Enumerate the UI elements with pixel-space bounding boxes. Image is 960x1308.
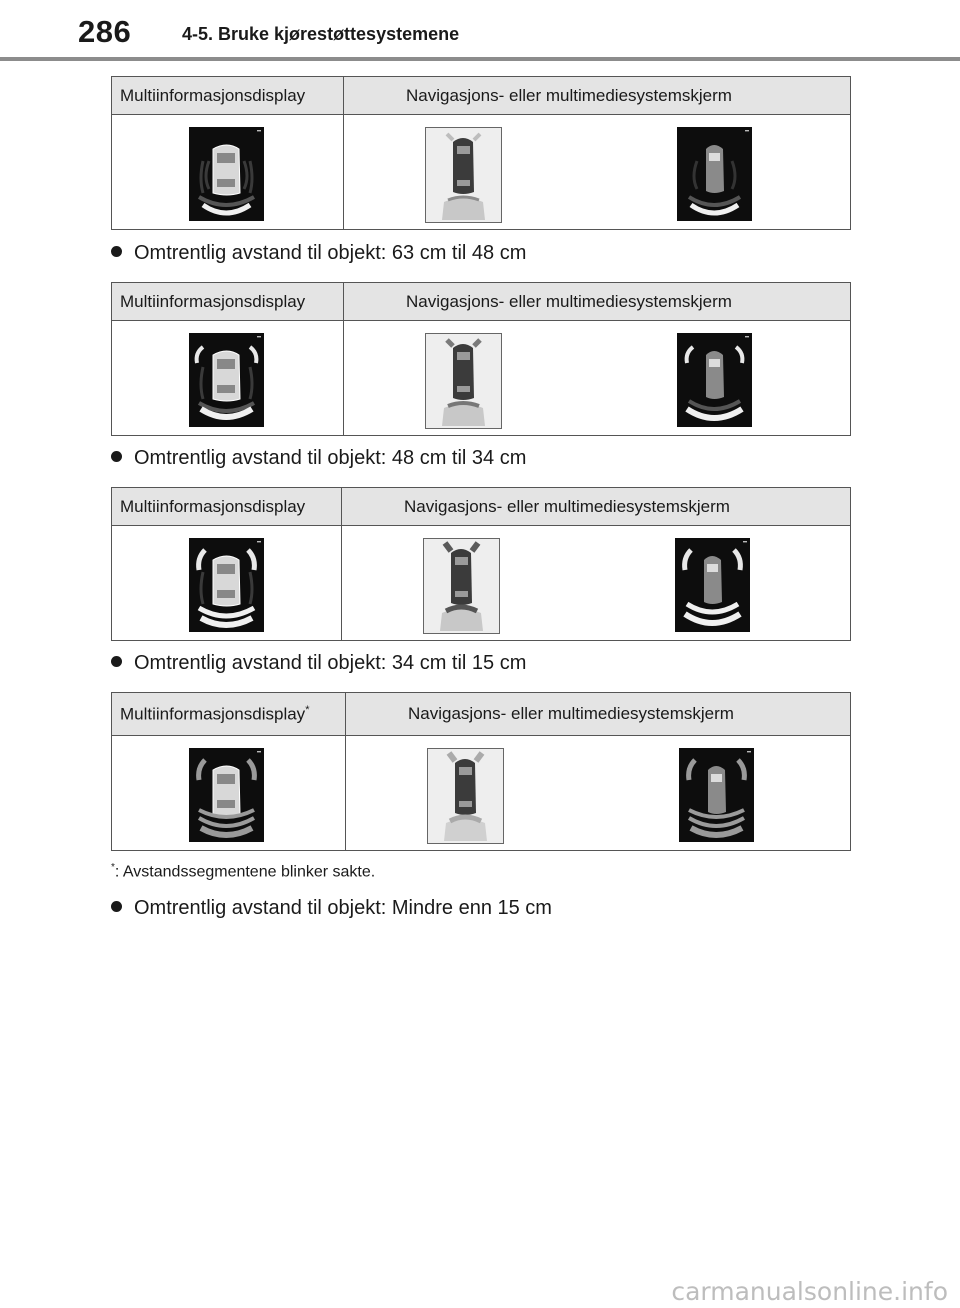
footnote-text: : Avstandssegmentene blinker sakte. — [114, 863, 376, 881]
column-header-multi: Multiinformasjonsdisplay — [112, 488, 342, 526]
distance-bullet-3 — [111, 652, 526, 675]
column-header-multi-label: Multiinformasjonsdisplay — [120, 704, 306, 724]
header-divider — [0, 57, 960, 61]
column-header-nav: Navigasjons- eller multimediesystemskjerm — [346, 693, 851, 736]
distance-bullet-4 — [111, 897, 552, 920]
nav-display-image — [423, 538, 500, 634]
multi-display-image — [189, 333, 264, 427]
nav-display-cell — [346, 736, 851, 851]
bullet-text: Omtrentlig avstand til objekt: 34 cm til 15 cm — [134, 652, 527, 674]
watermark: carmanualsonline.info — [671, 1277, 948, 1306]
nav-display-cell — [344, 321, 851, 436]
column-header-nav: Navigasjons- eller multimediesystemskjerm — [344, 77, 851, 115]
bullet-icon — [111, 901, 122, 912]
multi-display-cell — [112, 321, 344, 436]
column-header-multi — [112, 693, 346, 736]
page-number: 286 — [78, 14, 132, 49]
bullet-icon — [111, 451, 122, 462]
bullet-icon — [111, 246, 122, 257]
section-title: 4-5. Bruke kjørestøttesystemene — [182, 24, 460, 44]
nav-display-cell — [342, 526, 851, 641]
multi-display-image — [189, 538, 264, 632]
display-table-4 — [111, 692, 851, 851]
display-table-2 — [111, 282, 851, 436]
multi-display-image — [189, 748, 264, 842]
nav-display-image — [425, 127, 502, 223]
bullet-text: Omtrentlig avstand til objekt: 63 cm til 48 cm — [134, 242, 527, 264]
multi-display-cell — [112, 115, 344, 230]
distance-bullet-2 — [111, 447, 526, 470]
column-header-nav: Navigasjons- eller multimediesystemskjerm — [344, 283, 851, 321]
footnote-marker: * — [111, 862, 115, 873]
nav-display-image — [427, 748, 504, 844]
bullet-text: Omtrentlig avstand til objekt: 48 cm til 34 cm — [134, 447, 527, 469]
distance-bullet-1 — [111, 242, 526, 265]
multi-display-cell — [112, 736, 346, 851]
column-header-nav: Navigasjons- eller multimediesystemskjerm — [342, 488, 851, 526]
column-header-multi: Multiinformasjonsdisplay — [112, 283, 344, 321]
bullet-text: Omtrentlig avstand til objekt: Mindre enn 15 cm — [134, 897, 552, 919]
footnote-marker: * — [305, 703, 310, 716]
display-table-3 — [111, 487, 851, 641]
display-table-1 — [111, 76, 851, 230]
multimedia-display-image — [677, 333, 752, 427]
nav-display-cell — [344, 115, 851, 230]
nav-display-image — [425, 333, 502, 429]
multimedia-display-image — [679, 748, 754, 842]
column-header-multi: Multiinformasjonsdisplay — [112, 77, 344, 115]
footnote — [111, 862, 375, 881]
multi-display-cell — [112, 526, 342, 641]
multimedia-display-image — [675, 538, 750, 632]
multimedia-display-image — [677, 127, 752, 221]
bullet-icon — [111, 656, 122, 667]
multi-display-image — [189, 127, 264, 221]
